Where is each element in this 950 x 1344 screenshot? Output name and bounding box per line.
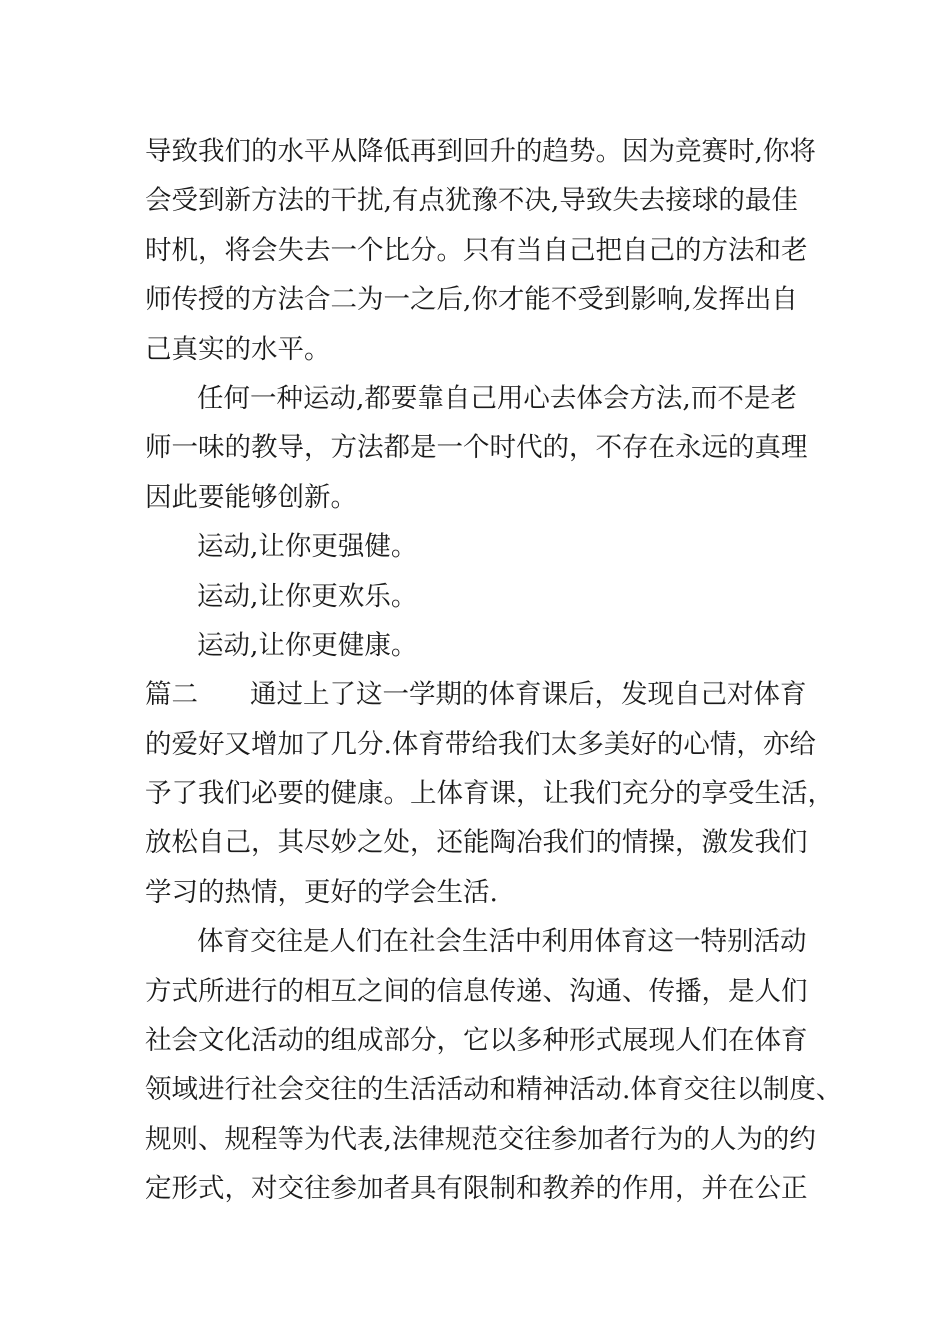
text-line: 社会文化活动的组成部分，它以多种形式展现人们在体育 [145, 1025, 808, 1057]
document-body [145, 127, 843, 1214]
text-line: 领域进行社会交往的生活活动和精神活动.体育交往以制度、 [145, 1074, 843, 1106]
text-line: 放松自己，其尽妙之处，还能陶冶我们的情操，激发我们 [145, 827, 808, 859]
text-line: 方式所进行的相互之间的信息传递、沟通、传播，是人们 [145, 975, 808, 1007]
text-line: 规则、规程等为代表,法律规范交往参加者行为的人为的约 [145, 1123, 816, 1155]
text-line: 通过上了这一学期的体育课后，发现自己对体育 [250, 679, 807, 711]
text-line: 体育交往是人们在社会生活中利用体育这一特别活动 [197, 926, 807, 958]
text-line: 因此要能够创新。 [145, 481, 357, 513]
text-line: 定形式，对交往参加者具有限制和教养的作用，并在公正 [145, 1173, 808, 1205]
text-line: 的爱好又增加了几分.体育带给我们太多美好的心情，亦给 [145, 728, 816, 760]
text-line: 运动,让你更强健。 [197, 531, 418, 563]
text-line: 任何一种运动,都要靠自己用心去体会方法,而不是老 [197, 382, 797, 414]
text-line: 运动,让你更欢乐。 [197, 580, 418, 612]
text-line: 予了我们必要的健康。上体育课，让我们充分的享受生活， [145, 778, 834, 810]
text-line: 时机，将会失去一个比分。只有当自己把自己的方法和老 [145, 234, 808, 266]
text-line: 师一味的教导，方法都是一个时代的，不存在永远的真理 [145, 432, 808, 464]
text-line: 导致我们的水平从降低再到回升的趋势。因为竞赛时,你将 [145, 136, 816, 167]
text-line: 己真实的水平。 [145, 333, 331, 365]
section-line [145, 670, 813, 719]
text-line: 学习的热情，更好的学会生活. [145, 876, 498, 908]
text-line: 运动,让你更健康。 [197, 629, 418, 661]
text-line: 会受到新方法的干扰,有点犹豫不决,导致失去接球的最佳 [145, 185, 798, 217]
section-label: 篇二 [145, 679, 198, 711]
text-line: 师传授的方法合二为一之后,你才能不受到影响,发挥出自 [145, 284, 798, 316]
